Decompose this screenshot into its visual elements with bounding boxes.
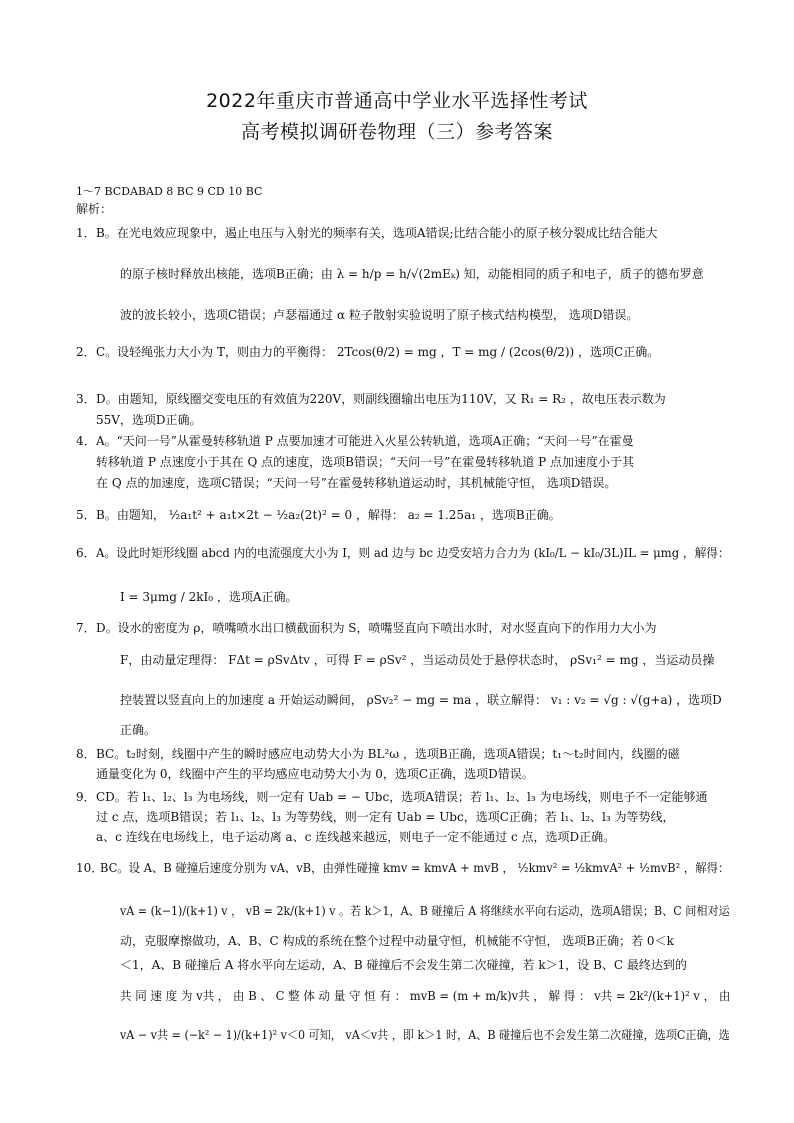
item-text-line: C。设轻绳张力大小为 T，则由力的平衡得： 2Tcos(θ/2) = mg ，T = mg / (2cos(θ/2)) ，选项C正确。 <box>96 345 660 359</box>
page-subtitle: 高考模拟调研卷物理（三）参考答案 <box>240 121 553 143</box>
item-text-line: B。由题知， ½a₁t² + a₁t×2t − ½a₂(2t)² = 0 ，解得： a₂ = 1.25a₁ ，选项B正确。 <box>96 508 561 522</box>
page-title: 2022年重庆市普通高中学业水平选择性考试 <box>206 90 588 112</box>
item-text-line: BC。设 A、B 碰撞后速度分别为 vA、vB，由弹性碰撞 kmv = kmvA + mvB ， ½kmv² = ½kmvA² + ½mvB² ，解得： <box>100 861 730 875</box>
item-number: 2． <box>76 345 96 359</box>
item-text-line: D。由题知，原线圈交变电压的有效值为220V，则副线圈输出电压为110V，又 R₁ = R₂ ，故电压表示数为 <box>96 392 666 406</box>
item-text-line: a、c 连线在电场线上，电子运动离 a、c 连线越来越远，则电子一定不能通过 c 点，选项D正确。 <box>96 830 616 844</box>
item-text-line: 在 Q 点的加速度，选项C错误；“天问一号”在霍曼转移轨道运动时，其机械能守恒， 选项D错误。 <box>96 476 617 490</box>
item-number: 1． <box>76 226 96 240</box>
answer-key: 1～7 BCDABAD 8 BC 9 CD 10 BC <box>76 185 263 198</box>
item-text-line: A。设此时矩形线圈 abcd 内的电流强度大小为 I，则 ad 边与 bc 边受安培力合力为 (kI₀/L − kI₀/3L)IL = μmg ，解得： <box>96 546 730 560</box>
item-text-line: B。在光电效应现象中，遏止电压与入射光的频率有关，选项A错误;比结合能小的原子核分裂成比结合能大 <box>96 226 658 240</box>
item-number: 9． <box>76 790 96 804</box>
item-text-line: 转移轨道 P 点速度小于其在 Q 点的速度，选项B错误；“天问一号”在霍曼转移轨道 P 点加速度小于其 <box>96 455 634 469</box>
item-text-line: 55V，选项D正确。 <box>96 413 202 427</box>
item-text-line: ＜1，A、B 碰撞后 A 将水平向左运动，A、B 碰撞后不会发生第二次碰撞，若 k＞1，设 B、C 最终达到的 <box>120 958 687 972</box>
item-text-line: 过 c 点，选项B错误；若 l₁、l₂、l₃ 为等势线，则一定有 Uab = Ubc，选项C正确；若 l₁、l₂、l₃ 为等势线， <box>96 810 675 824</box>
item-text-line: D。设水的密度为 ρ，喷嘴喷水出口横截面积为 S，喷嘴竖直向下喷出水时，对水竖直向下的作用力大小为 <box>96 621 657 635</box>
item-number: 10． <box>76 861 104 875</box>
item-number: 5． <box>76 508 96 522</box>
item-text-line: BC。t₂时刻，线圈中产生的瞬时感应电动势大小为 BL²ω ，选项B正确，选项A错误；t₁～t₂时间内，线圈的磁 <box>96 747 680 761</box>
item-text-line: 动，克服摩擦做功，A、B、C 构成的系统在整个过程中动量守恒，机械能不守恒， 选项B正确；若 0＜k <box>120 934 674 948</box>
item-number: 6． <box>76 546 96 560</box>
item-text-line: 控装置以竖直向上的加速度 a 开始运动瞬间， ρSv₂² − mg = ma ，联立解得： v₁ : v₂ = √g : √(g+a) ，选项D <box>120 693 722 707</box>
item-text-line: CD。若 l₁、l₂、l₃ 为电场线，则一定有 Uab = − Ubc，选项A错误；若 l₁、l₂、l₃ 为电场线，则电子不一定能够通 <box>96 790 708 804</box>
item-number: 7． <box>76 621 96 635</box>
item-text-line: 共 同 速 度 为 v共 ， 由 B 、 C 整 体 动 量 守 恒 有 ： mvB = (m + m/k)v共 ， 解 得 ： v共 = 2k²/(k+1)² v ， 由 <box>120 989 731 1003</box>
item-text-line: vA = (k−1)/(k+1) v ， vB = 2k/(k+1) v 。若 k＞1，A、B 碰撞后 A 将继续水平向右运动，选项A错误；B、C 间相对运 <box>120 904 730 918</box>
item-text-line: vA − v共 = (−k² − 1)/(k+1)² v＜0 可知， vA＜v共 ，即 k＞1 时，A、B 碰撞后也不会发生第二次碰撞，选项C正确，选 <box>120 1028 730 1042</box>
item-text-line: 波的波长较小，选项C错误；卢瑟福通过 α 粒子散射实验说明了原子核式结构模型， 选项D错误。 <box>120 308 639 322</box>
analysis-label: 解析： <box>76 202 113 216</box>
item-number: 8． <box>76 747 96 761</box>
item-text-line: 的原子核时释放出核能，选项B正确；由 λ = h/p = h/√(2mEₖ) 知，动能相同的质子和电子，质子的德布罗意 <box>120 267 704 281</box>
item-text-line: I = 3μmg / 2kI₀ ，选项A正确。 <box>120 590 298 604</box>
item-number: 4． <box>76 434 96 448</box>
item-text-line: 通量变化为 0，线圈中产生的平均感应电动势大小为 0，选项C正确，选项D错误。 <box>96 767 534 781</box>
item-text-line: F，由动量定理得： FΔt = ρSvΔtv ，可得 F = ρSv² ，当运动员处于悬停状态时， ρSv₁² = mg ，当运动员操 <box>120 653 715 667</box>
item-text-line: 正确。 <box>120 723 157 737</box>
item-number: 3． <box>76 392 96 406</box>
item-text-line: A。“天问一号”从霍曼转移轨道 P 点要加速才可能进入火星公转轨道，选项A正确；“天问一号”在霍曼 <box>96 434 634 448</box>
